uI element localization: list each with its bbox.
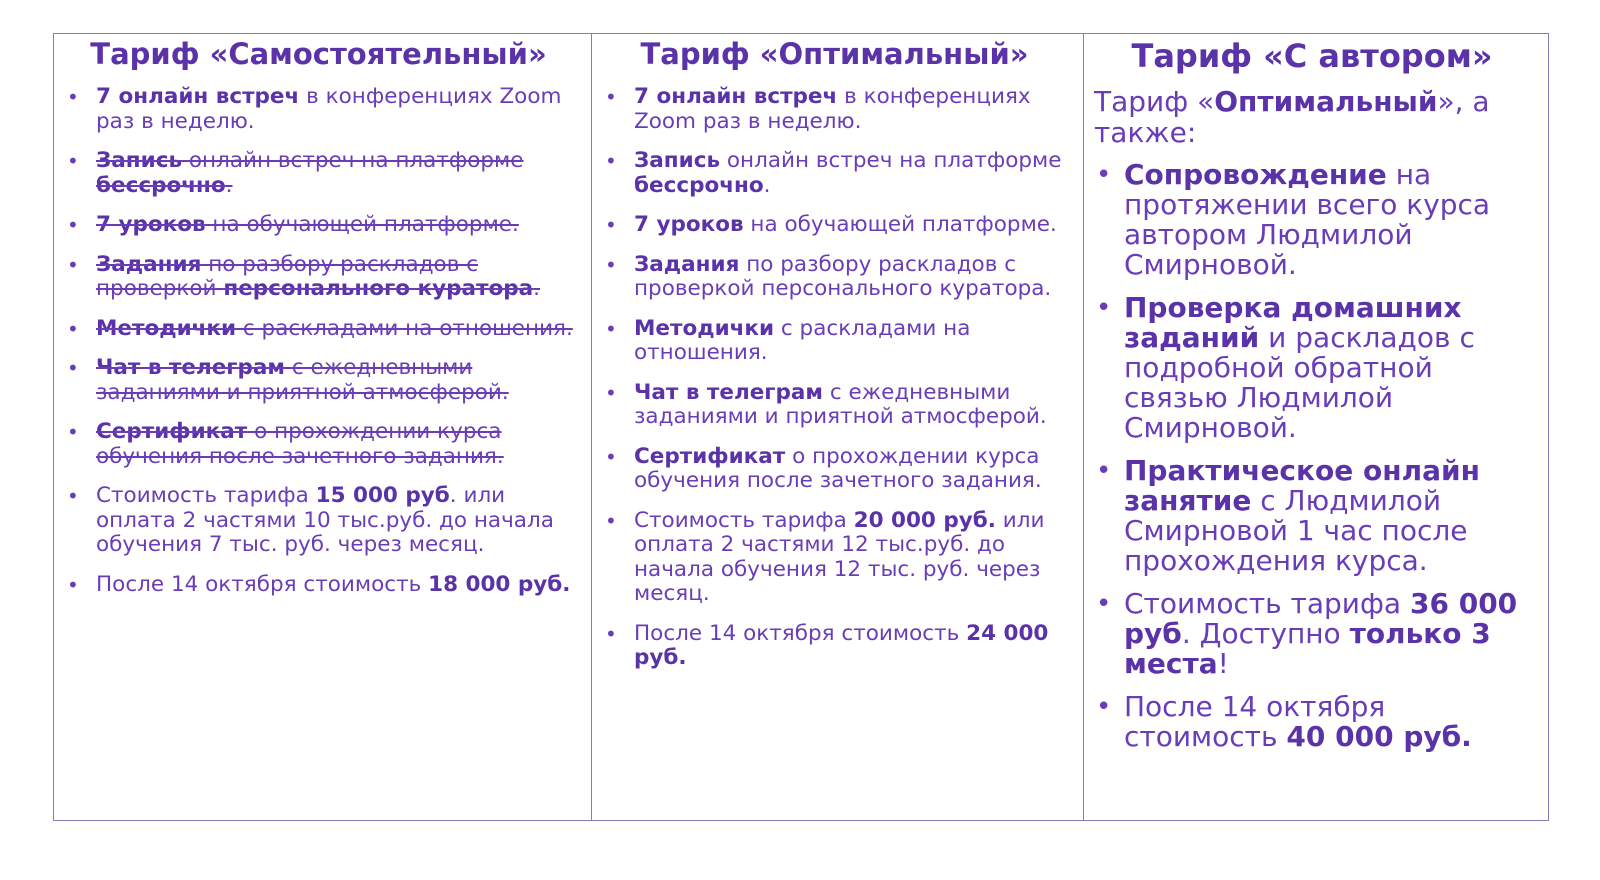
list-item-price [596,509,1073,607]
item-bold: Чат в телеграм [96,355,285,380]
item-bold: Задания [634,251,740,277]
list-item [596,253,1073,302]
item-text: ! [1217,647,1229,680]
item-text: с ежедневными заданиями и приятной атмосферой. [634,379,1047,429]
item-bold: 40 000 руб. [1286,720,1472,753]
item-text: на обучающей платформе. [743,212,1057,237]
item-text: После 14 октября стоимость [634,620,967,646]
feature-list [1094,160,1530,752]
item-text: . Доступно [1181,617,1350,650]
list-item [596,149,1073,198]
list-item [596,381,1073,430]
list-item-struck [58,149,579,198]
item-text: по разбору раскладов с проверкой [96,251,479,301]
item-text: с Людмилой Смирновой 1 час после прохождения курса. [1124,484,1468,577]
item-text: Тариф « [1094,85,1215,118]
list-item [1094,160,1530,280]
tariff-title: Тариф «Самостоятельный» [90,37,547,71]
item-bold: 18 000 руб. [428,571,571,597]
list-item-struck [58,317,579,342]
feature-list [596,85,1073,671]
item-text: на протяжении всего курса автором Людмилой Смирновой. [1124,158,1491,281]
list-item-price-later [1094,692,1530,752]
item-text: в конференциях Zoom раз в неделю. [634,84,1031,134]
list-item [58,85,579,134]
item-text: с ежедневными заданиями и приятной атмосферой. [96,355,509,405]
list-item [596,317,1073,366]
list-item-price [58,484,579,558]
item-text: Стоимость тарифа [96,483,316,508]
tariff-column-author [1084,34,1548,820]
item-text: . [533,276,541,301]
item-bold: Проверка домашних заданий [1124,291,1462,354]
list-item-price-later [596,622,1073,671]
item-text: в конференциях Zoom раз в неделю. [96,84,562,134]
item-bold: 7 уроков [634,212,744,237]
item-bold: 24 000 руб. [634,620,1049,670]
item-text: о прохождении курса обучения после зачетного задания. [634,443,1042,493]
list-item-struck [58,356,579,405]
tariff-column-optimal [592,34,1084,820]
item-bold: 20 000 руб. [853,507,996,533]
list-item [596,85,1073,134]
list-item-struck [58,213,579,238]
item-bold: только 3 места [1124,617,1491,680]
item-bold: бессрочно [96,172,226,198]
item-bold: Сертификат [96,419,248,444]
list-item [596,445,1073,494]
item-bold: Практическое онлайн занятие [1124,454,1480,517]
tariff-title: Тариф «С автором» [1131,37,1493,75]
item-text: . [763,172,771,198]
item-bold: 7 уроков [96,212,206,237]
item-text: по разбору раскладов с проверкой персонального куратора. [634,251,1052,301]
item-bold: Методички [634,315,775,341]
list-item [1094,293,1530,443]
item-bold: 15 000 руб [315,483,450,508]
item-text: на обучающей платформе. [205,212,519,237]
item-bold: Запись [634,148,721,173]
item-bold: Сопровождение [1124,158,1387,191]
item-bold: 7 онлайн встреч [96,84,300,109]
item-bold: Оптимальный [1214,85,1438,118]
item-text: После 14 октября стоимость [1124,690,1386,753]
item-bold: 36 000 руб [1124,587,1518,650]
list-item-price-later [58,573,579,598]
item-text: Стоимость тарифа [634,507,854,533]
tariff-title: Тариф «Оптимальный» [640,37,1029,71]
item-bold: Чат в телеграм [634,379,823,405]
item-bold: бессрочно [634,172,764,198]
feature-list [58,85,579,597]
item-text: и раскладов с подробной обратной связью Людмилой Смирновой. [1124,321,1475,444]
item-bold: Методички [96,315,237,341]
item-text: с раскладами на отношения. [634,315,971,365]
item-text: онлайн встреч на платформе [720,148,1062,173]
item-bold: Запись [96,148,183,173]
tariff-intro [1094,86,1530,148]
item-text: или оплата 2 частями 12 тыс.руб. до начала обучения 12 тыс. руб. через месяц. [634,507,1045,606]
item-text: . [225,172,233,198]
item-bold: 7 онлайн встреч [634,84,838,109]
item-text: Стоимость тарифа [1124,587,1410,620]
item-text: После 14 октября стоимость [96,571,429,597]
item-text: . или оплата 2 частями 10 тыс.руб. до начала обучения 7 тыс. руб. через месяц. [96,483,554,557]
item-bold: Сертификат [634,443,786,469]
tariff-table [53,33,1549,821]
list-item-struck [58,420,579,469]
list-item-price [1094,589,1530,679]
item-text: онлайн встреч на платформе [182,148,524,173]
list-item [1094,456,1530,576]
item-text: », а также: [1094,85,1490,149]
item-text: с раскладами на отношения. [236,315,573,341]
item-bold: Задания [96,251,202,277]
list-item-struck [58,253,579,302]
item-text: о прохождении курса обучения после зачетного задания. [96,419,504,469]
list-item [596,213,1073,238]
item-bold: персонального куратора [223,276,534,301]
tariff-column-self [54,34,592,820]
